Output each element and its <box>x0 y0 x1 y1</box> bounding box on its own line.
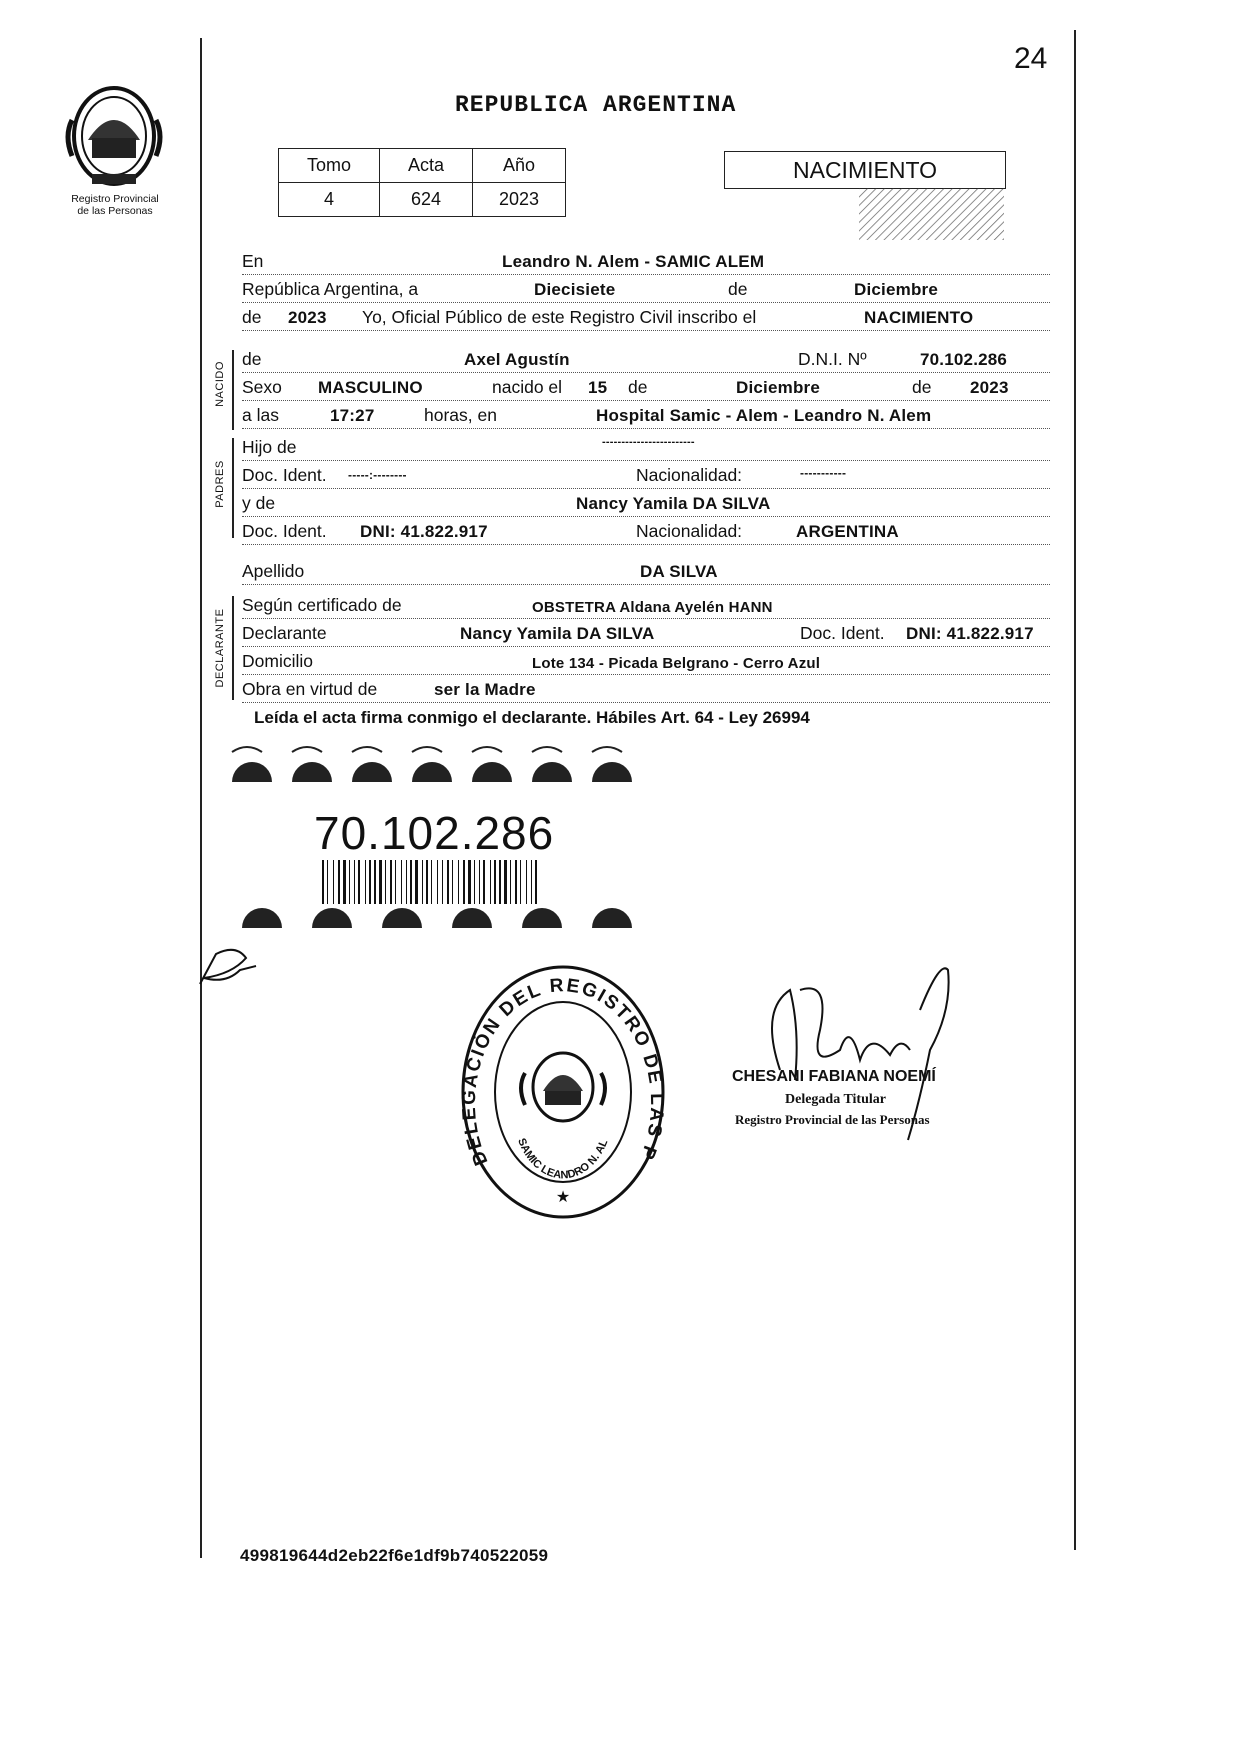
label-de: de <box>728 279 748 299</box>
label-nacido-de: de <box>628 377 648 397</box>
label-domicilio: Domicilio <box>242 651 313 671</box>
value-nacionalidad-madre: ARGENTINA <box>796 522 899 541</box>
record-type-box: NACIMIENTO <box>724 151 1006 189</box>
label-obra: Obra en virtud de <box>242 679 378 699</box>
label-decl-doc: Doc. Ident. <box>800 623 885 643</box>
label-hijo-de: Hijo de <box>242 437 297 457</box>
row-nombre <box>242 346 1050 373</box>
declarante-bracket <box>232 596 234 700</box>
value-decl-doc: DNI: 41.822.917 <box>906 624 1034 643</box>
nacido-bracket <box>232 350 234 430</box>
label-nombre: de <box>242 349 262 369</box>
svg-text:★: ★ <box>555 1189 571 1206</box>
value-certificado: OBSTETRA Aldana Ayelén HANN <box>532 599 773 616</box>
row-doc-padre <box>242 462 1050 489</box>
value-tomo: 4 <box>279 183 380 217</box>
signatory-name: CHESANI FABIANA NOEMÍ <box>732 1068 936 1085</box>
label-horas-en: horas, en <box>424 405 497 425</box>
registry-table-values <box>279 183 566 217</box>
row-inscribo <box>242 304 1050 331</box>
signatory-org: Registro Provincial de las Personas <box>735 1112 930 1127</box>
value-nacionalidad-padre: ----------- <box>800 466 847 480</box>
label-nacionalidad: Nacionalidad: <box>636 465 743 485</box>
header-anio: Año <box>473 149 566 183</box>
logo-caption-line2: de las Personas <box>77 205 153 217</box>
value-sexo: MASCULINO <box>318 378 423 397</box>
row-doc-madre <box>242 518 1050 545</box>
right-margin-line <box>1074 30 1076 1550</box>
value-nombre: Axel Agustín <box>464 350 570 369</box>
label-declarante: Declarante <box>242 623 327 643</box>
label-nacido-el: nacido el <box>492 377 563 397</box>
row-sexo <box>242 374 1050 401</box>
registry-seal <box>458 962 668 1222</box>
value-declarante: Nancy Yamila DA SILVA <box>460 624 655 643</box>
value-domicilio: Lote 134 - Picada Belgrano - Cerro Azul <box>532 655 821 672</box>
value-dni: 70.102.286 <box>920 350 1008 369</box>
label-dni: D.N.I. Nº <box>798 349 867 369</box>
value-hora: 17:27 <box>330 406 375 425</box>
label-doc-ident2: Doc. Ident. <box>242 521 327 541</box>
row-apellido <box>242 558 1050 585</box>
value-mes: Diciembre <box>854 280 939 299</box>
value-acta: 624 <box>380 183 473 217</box>
row-obra <box>242 676 1050 703</box>
label-nacionalidad2: Nacionalidad: <box>636 521 743 541</box>
value-en: Leandro N. Alem - SAMIC ALEM <box>502 252 765 271</box>
value-hijo-de: ------------------------ <box>602 436 695 448</box>
padres-section-label: PADRES <box>214 460 226 508</box>
value-doc-madre: DNI: 41.822.917 <box>360 522 488 541</box>
value-nacido-anio: 2023 <box>970 378 1009 397</box>
provincial-seal-logo <box>58 80 170 192</box>
label-apellido: Apellido <box>242 561 305 581</box>
value-anio: 2023 <box>473 183 566 217</box>
label-y-de: y de <box>242 493 276 513</box>
svg-text:SAMIC LEANDRO N. ALEM: SAMIC LEANDRO N. AL <box>515 1136 611 1182</box>
document-title: REPUBLICA ARGENTINA <box>455 92 737 118</box>
padres-bracket <box>232 438 234 538</box>
value-dia: Diecisiete <box>534 280 616 299</box>
value-nacido-dia: 15 <box>588 378 608 397</box>
document-hash: 499819644d2eb22f6e1df9b740522059 <box>240 1546 549 1565</box>
legal-note: Leída el acta firma conmigo el declarante. Hábiles Art. 64 - Ley 26994 <box>254 708 810 727</box>
registry-table <box>278 148 566 217</box>
left-margin-line <box>200 38 202 1558</box>
guilloche-strip-bottom <box>222 896 662 928</box>
value-anio: 2023 <box>288 308 327 327</box>
label-inscribo: Yo, Oficial Público de este Registro Civil inscribo el <box>362 307 757 327</box>
initials-mark <box>196 944 260 996</box>
label-a-las: a las <box>242 405 279 425</box>
row-hora <box>242 402 1050 429</box>
row-republica <box>242 276 1050 303</box>
label-republica: República Argentina, a <box>242 279 419 299</box>
svg-text:DELEGACIÓN DEL REGISTRO DE LAS: DELEGACIÓN DEL REGISTRO DE LAS P <box>458 975 668 1169</box>
row-domicilio <box>242 648 1050 675</box>
guilloche-strip-top <box>222 738 662 786</box>
value-lugar: Hospital Samic - Alem - Leandro N. Alem <box>596 406 932 425</box>
security-stamp <box>859 188 1004 240</box>
nacido-section-label: NACIDO <box>214 361 226 407</box>
value-apellido: DA SILVA <box>640 562 718 581</box>
value-obra: ser la Madre <box>434 680 536 699</box>
value-nacido-mes: Diciembre <box>736 378 821 397</box>
label-de2: de <box>242 307 262 327</box>
value-madre: Nancy Yamila DA SILVA <box>576 494 771 513</box>
logo-caption <box>40 193 190 217</box>
row-certificado <box>242 592 1050 619</box>
barcode-number: 70.102.286 <box>314 807 555 859</box>
label-nacido-de2: de <box>912 377 932 397</box>
value-inscribo: NACIMIENTO <box>864 308 974 327</box>
logo-caption-line1: Registro Provincial <box>71 193 159 205</box>
declarante-section-label: DECLARANTE <box>214 608 226 688</box>
row-en <box>242 248 1050 275</box>
signatory-role: Delegada Titular <box>785 1092 886 1107</box>
row-hijo-de <box>242 434 1050 461</box>
label-certificado: Según certificado de <box>242 595 402 615</box>
header-acta: Acta <box>380 149 473 183</box>
value-doc-padre: -----:-------- <box>348 468 407 482</box>
label-en: En <box>242 251 264 271</box>
label-doc-ident: Doc. Ident. <box>242 465 327 485</box>
registry-table-header <box>279 149 566 183</box>
page-number: 24 <box>1014 42 1048 75</box>
header-tomo: Tomo <box>279 149 380 183</box>
row-declarante <box>242 620 1050 647</box>
label-sexo: Sexo <box>242 377 282 397</box>
row-madre <box>242 490 1050 517</box>
